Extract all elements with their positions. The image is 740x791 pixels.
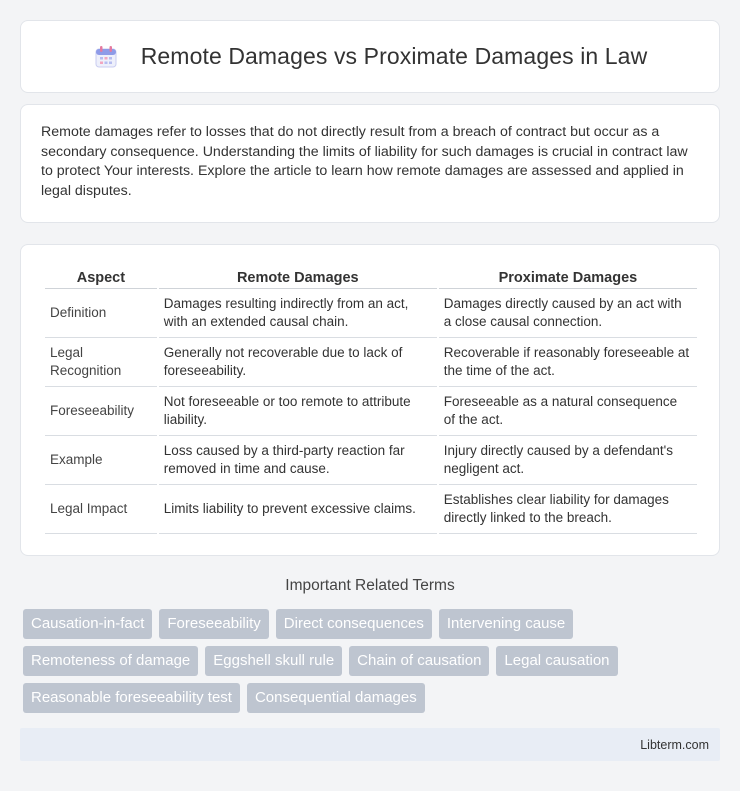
tag-direct-consequences[interactable]: Direct consequences — [276, 609, 432, 639]
tag-intervening-cause[interactable]: Intervening cause — [439, 609, 573, 639]
row-remote: Generally not recoverable due to lack of foreseeability. — [159, 338, 437, 387]
table-row — [45, 485, 697, 534]
table-row — [45, 436, 697, 485]
comparison-table-card — [20, 244, 720, 556]
header-remote-damages: Remote Damages — [159, 265, 437, 289]
tag-row — [23, 683, 713, 713]
table-header-row — [45, 265, 697, 289]
related-terms-title: Important Related Terms — [285, 577, 455, 594]
table-row — [45, 289, 697, 338]
tag-remoteness-of-damage[interactable]: Remoteness of damage — [23, 646, 198, 676]
intro-text: Remote damages refer to losses that do not directly result from a breach of contract but occur as a secondary consequence. Understanding the limits of liability for such damages is crucial in contract law to protect Your interests. Explore the article to learn how remote damages are assessed and applied in legal disputes. — [41, 124, 688, 199]
related-terms-list — [23, 609, 713, 720]
row-remote: Loss caused by a third-party reaction far removed in time and cause. — [159, 436, 437, 485]
tag-reasonable-foreseeability-test[interactable]: Reasonable foreseeability test — [23, 683, 240, 713]
tag-row — [23, 609, 713, 639]
table-row — [45, 387, 697, 436]
tag-causation-in-fact[interactable]: Causation-in-fact — [23, 609, 152, 639]
tag-consequential-damages[interactable]: Consequential damages — [247, 683, 425, 713]
comparison-table — [43, 265, 699, 534]
intro-card — [20, 104, 720, 223]
table-row — [45, 338, 697, 387]
row-proximate: Recoverable if reasonably foreseeable at the time of the act. — [439, 338, 697, 387]
tag-eggshell-skull-rule[interactable]: Eggshell skull rule — [205, 646, 342, 676]
row-aspect: Definition — [45, 289, 157, 338]
row-remote: Limits liability to prevent excessive claims. — [159, 485, 437, 534]
row-remote: Not foreseeable or too remote to attribute liability. — [159, 387, 437, 436]
row-aspect: Legal Impact — [45, 485, 157, 534]
header-card — [20, 20, 720, 93]
row-proximate: Foreseeable as a natural consequence of the act. — [439, 387, 697, 436]
tag-legal-causation[interactable]: Legal causation — [496, 646, 617, 676]
header-proximate-damages: Proximate Damages — [439, 265, 697, 289]
calendar-icon — [93, 44, 119, 70]
header-aspect: Aspect — [45, 265, 157, 289]
footer — [20, 728, 720, 761]
row-proximate: Establishes clear liability for damages directly linked to the breach. — [439, 485, 697, 534]
tag-foreseeability[interactable]: Foreseeability — [159, 609, 268, 639]
row-aspect: Foreseeability — [45, 387, 157, 436]
row-proximate: Injury directly caused by a defendant's negligent act. — [439, 436, 697, 485]
tag-chain-of-causation[interactable]: Chain of causation — [349, 646, 489, 676]
tag-row — [23, 646, 713, 676]
row-proximate: Damages directly caused by an act with a close causal connection. — [439, 289, 697, 338]
row-remote: Damages resulting indirectly from an act, with an extended causal chain. — [159, 289, 437, 338]
footer-brand[interactable]: Libterm.com — [640, 737, 709, 752]
page-title: Remote Damages vs Proximate Damages in Law — [140, 43, 648, 69]
row-aspect: Example — [45, 436, 157, 485]
row-aspect: Legal Recognition — [45, 338, 157, 387]
